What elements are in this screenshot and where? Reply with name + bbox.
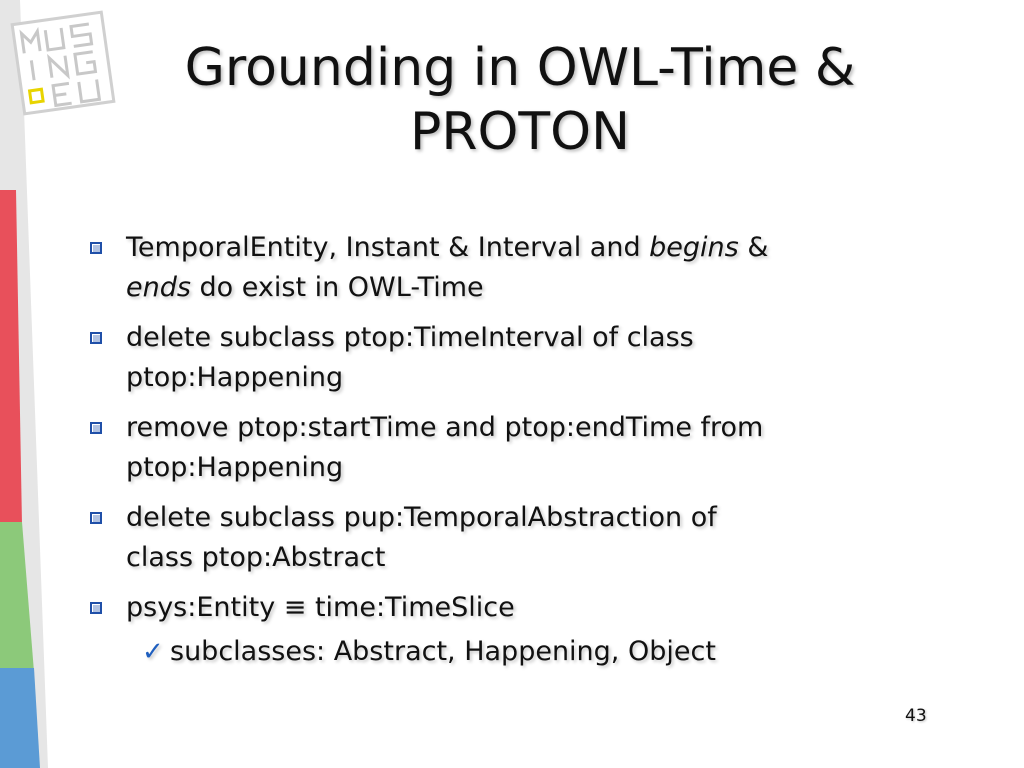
bullet-emphasis: begins [649,232,739,263]
slide-title-line-1: Grounding in OWL-Time & [184,38,856,98]
bullet-text: class ptop:Abstract [126,542,386,573]
bullet-text: do exist in OWL-Time [190,272,484,303]
bullet-text: delete subclass pup:TemporalAbstraction of [126,502,717,533]
slide-title [90,36,950,164]
sub-bullet-item [88,632,948,672]
bullet-text: remove ptop:startTime and ptop:endTime from [126,412,764,443]
square-bullet-icon [90,242,102,254]
bullet-item [88,588,948,628]
bullet-text: psys:Entity ≡ time:TimeSlice [126,592,515,623]
sub-bullet-text: subclasses: Abstract, Happening, Object [170,636,716,667]
bullet-item [88,228,948,308]
bullet-text: & [738,232,769,263]
bullet-item [88,408,948,488]
slide-title-line-2: PROTON [409,102,630,162]
bullet-item [88,318,948,398]
bullet-emphasis: ends [126,272,191,303]
square-bullet-icon [90,422,102,434]
slide-number: 43 [905,706,927,726]
slide-content [88,228,948,672]
bullet-text: ptop:Happening [126,362,344,393]
bullet-text: ptop:Happening [126,452,344,483]
square-bullet-icon [90,512,102,524]
bullet-text: TemporalEntity, Instant & Interval and [126,232,650,263]
square-bullet-icon [90,602,102,614]
checkmark-icon: ✓ [142,637,164,667]
bullet-text: delete subclass ptop:TimeInterval of class [126,322,694,353]
square-bullet-icon [90,332,102,344]
bullet-item [88,498,948,578]
